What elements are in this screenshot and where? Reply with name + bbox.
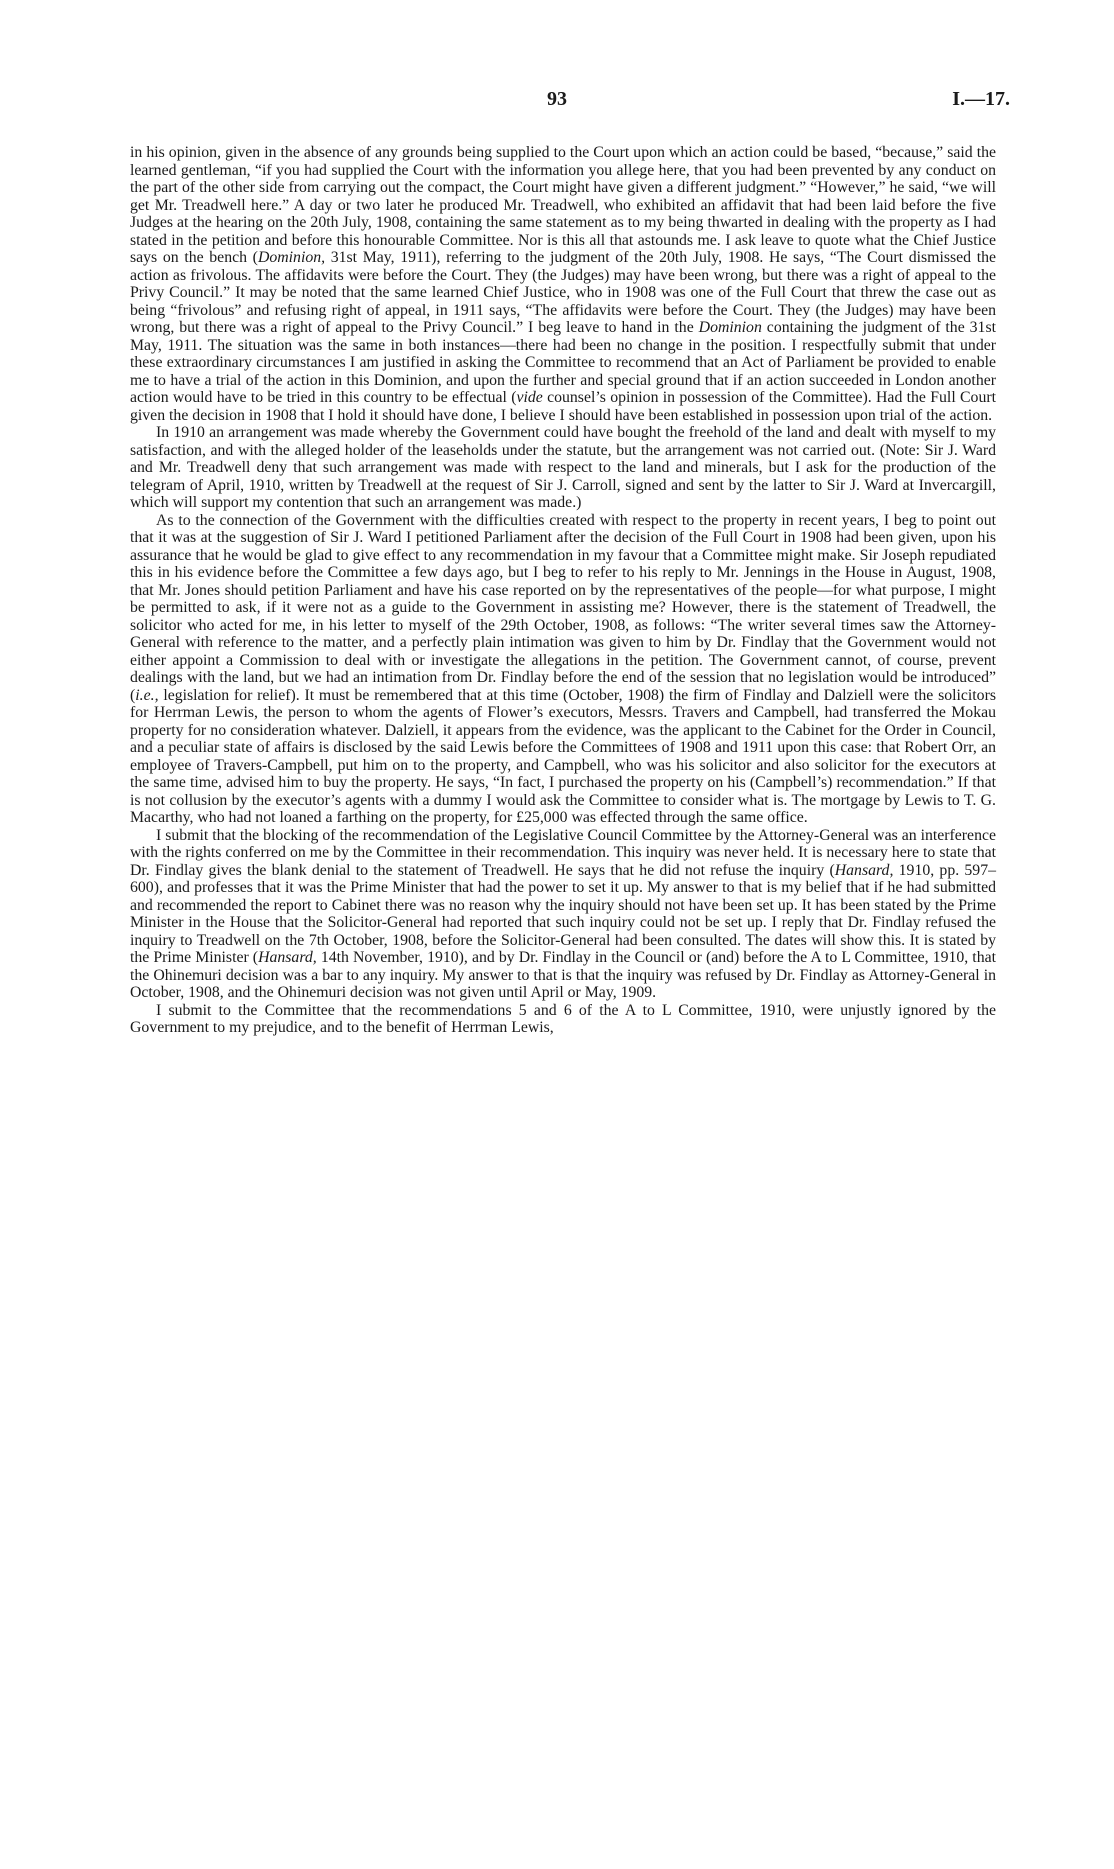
paragraph-text: In 1910 an arrangement was made whereby the Government could have bought the freehold of the land and dealt with myself to my satisfaction, and with the alleged holder of the leaseholds under the statute, but the arrangement was not carried out. (Note: Sir J. Ward and Mr. Treadwell deny that such arrangement was made with respect to the land and minerals, but I ask for the production of the telegram of April, 1910, written by Treadwell at the request of Sir J. Carroll, signed and sent by the latter to Sir J. Ward at Invercargill, which will support my contention that such an arrangement was made.) [130,424,996,511]
italic-text: Hansard, [258,949,317,966]
paragraph-text: 1910, pp. 597–600), and professes that it was the Prime Minister that had the power to set it up. My answer to that is my belief that if he had submitted and recommended the report to Cabinet there was no reason why the inquiry should not have been set up. It has been stated by the Prime Minister in the House that the Solicitor-General had reported that such inquiry could not be set up. I reply that Dr. Findlay refused the inquiry to Treadwell on the 7th October, 1908, before the Solicitor-General had been consulted. The dates will show this. It is stated by the Prime Minister ( [130,861,996,966]
italic-text: vide [516,389,543,406]
paragraph-text: in his opinion, given in the absence of any grounds being supplied to the Court upon which an action could be based, “because,” said the learned gentleman, “if you had supplied the Court with the information you allege here, that you had been prevented by any conduct on the part of the other side from carrying out the compact, the Court might have given a different judgment.” “However,” he said, “we will get Mr. Treadwell here.” A day or two later he produced Mr. Treadwell, who exhibited an affidavit that had been laid before the five Judges at the hearing on the 20th July, 1908, containing the same statement as to my being thwarted in dealing with the property as I had stated in the petition and before this honourable Committee. Nor is this all that astounds me. I ask leave to quote what the Chief Justice says on the bench ( [130,144,996,266]
paragraph-text: counsel’s opinion in possession of the Committee). Had the Full Court given the decision in 1908 that I hold it should have done, I believe I should have been established in possession upon trial of the action. [130,389,996,424]
italic-text: i.e., [135,686,159,704]
paragraph [130,144,996,424]
paragraph [130,827,996,1002]
paragraph-text: As to the connection of the Government with the difficulties created with respect to the property in recent years, I beg to point out that it was at the suggestion of Sir J. Ward I petitioned Parliament after the decision of the Full Court in 1908 had been given, upon his assurance that he would be glad to give effect to any recommendation in my favour that a Committee might make. Sir Joseph repudiated this in his evidence before the Committee a few days ago, but I beg to refer to his reply to Mr. Jennings in the House in August, 1908, that Mr. Jones should petition Parliament and have his case reported on by the representatives of the people—for what purpose, I might be permitted to ask, if it were not as a guide to the Government in assisting me? However, there is the statement of Treadwell, the solicitor who acted for me, in his letter to myself of the 29th October, 1908, as follows: “The writer several times saw the Attorney-General with reference to the matter, and a perfectly plain intimation was given to him by Dr. Findlay that the Government would not either appoint a Commission to deal with or investigate the allegations in the petition. The Government cannot, of course, prevent dealings with the land, but we had an intimation from Dr. Findlay before the end of the session that no legislation would be introduced” ( [130,511,996,704]
paragraph [130,424,996,512]
page-number: 93 [547,88,567,110]
italic-text: Dominion, [257,249,326,266]
paragraph-text: I submit to the Committee that the recommendations 5 and 6 of the A to L Committee, 1910, were unjustly ignored by the Government to my prejudice, and to the benefit of Herrman Lewis, [130,1001,996,1036]
italic-text: Dominion [698,319,762,336]
paragraph-text: legislation for relief). It must be remembered that at this time (October, 1908) the firm of Findlay and Dalziell were the solicitors for Herrman Lewis, the person to whom the agents of Flower’s executors, Messrs. Travers and Campbell, had transferred the Mokau property for no consideration whatever. Dalziell, it appears from the evidence, was the applicant to the Cabinet for the Order in Council, and a peculiar state of affairs is disclosed by the said Lewis before the Committees of 1908 and 1911 upon this case: that Robert Orr, an employee of Travers-Campbell, put him on to the property, and Campbell, who was his solicitor and also solicitor for the executors at the same time, advised him to buy the property. He says, “In fact, I purchased the property on his (Campbell’s) recommendation.” If that is not collusion by the executor’s agents with a dummy I would ask the Committee to consider what is. The mortgage by Lewis to T. G. Macarthy, who had not loaned a farthing on the property, for £25,000 was effected through the same office. [130,686,996,826]
paragraph-text: I submit that the blocking of the recommendation of the Legislative Council Committee by the Attorney-General was an interference with the rights conferred on me by the Committee in their recommendation. This inquiry was never held. It is necessary here to state that Dr. Findlay gives the blank denial to the statement of Treadwell. He says that he did not refuse the inquiry ( [130,826,996,879]
paragraph-text: 14th November, 1910), and by Dr. Findlay in the Council or (and) before the A to L Committee, 1910, that the Ohinemuri decision was a bar to any inquiry. My answer to that is that the inquiry was refused by Dr. Findlay as Attorney-General in October, 1908, and the Ohinemuri decision was not given until April or May, 1909. [130,949,996,1001]
paragraph [130,512,996,827]
body-text [130,144,996,1037]
paragraph [130,1002,996,1037]
paragraph-text: containing the judgment of the 31st May, 1911. The situation was the same in both instances—there had been no change in the position. I respectfully submit that under these extraordinary circumstances I am justified in asking the Committee to recommend that an Act of Parliament be provided to enable me to have a trial of the action in this Dominion, and upon the further and special ground that if an action succeeded in London another action would have to be tried in this country to be effectual ( [130,319,996,406]
italic-text: Hansard, [834,861,894,879]
document-reference: I.—17. [952,88,1010,110]
paragraph-text: 31st May, 1911), referring to the judgment of the 20th July, 1908. He says, “The Court dismissed the action as frivolous. The affidavits were before the Court. They (the Judges) may have been wrong, but there was a right of appeal to the Privy Council.” It may be noted that the same learned Chief Justice, who in 1908 was one of the Full Court that threw the case out as being “frivolous” and refusing right of appeal, in 1911 says, “The affidavits were before the Court. They (the Judges) may have been wrong, but there was a right of appeal to the Privy Council.” I beg leave to hand in the [130,249,997,336]
